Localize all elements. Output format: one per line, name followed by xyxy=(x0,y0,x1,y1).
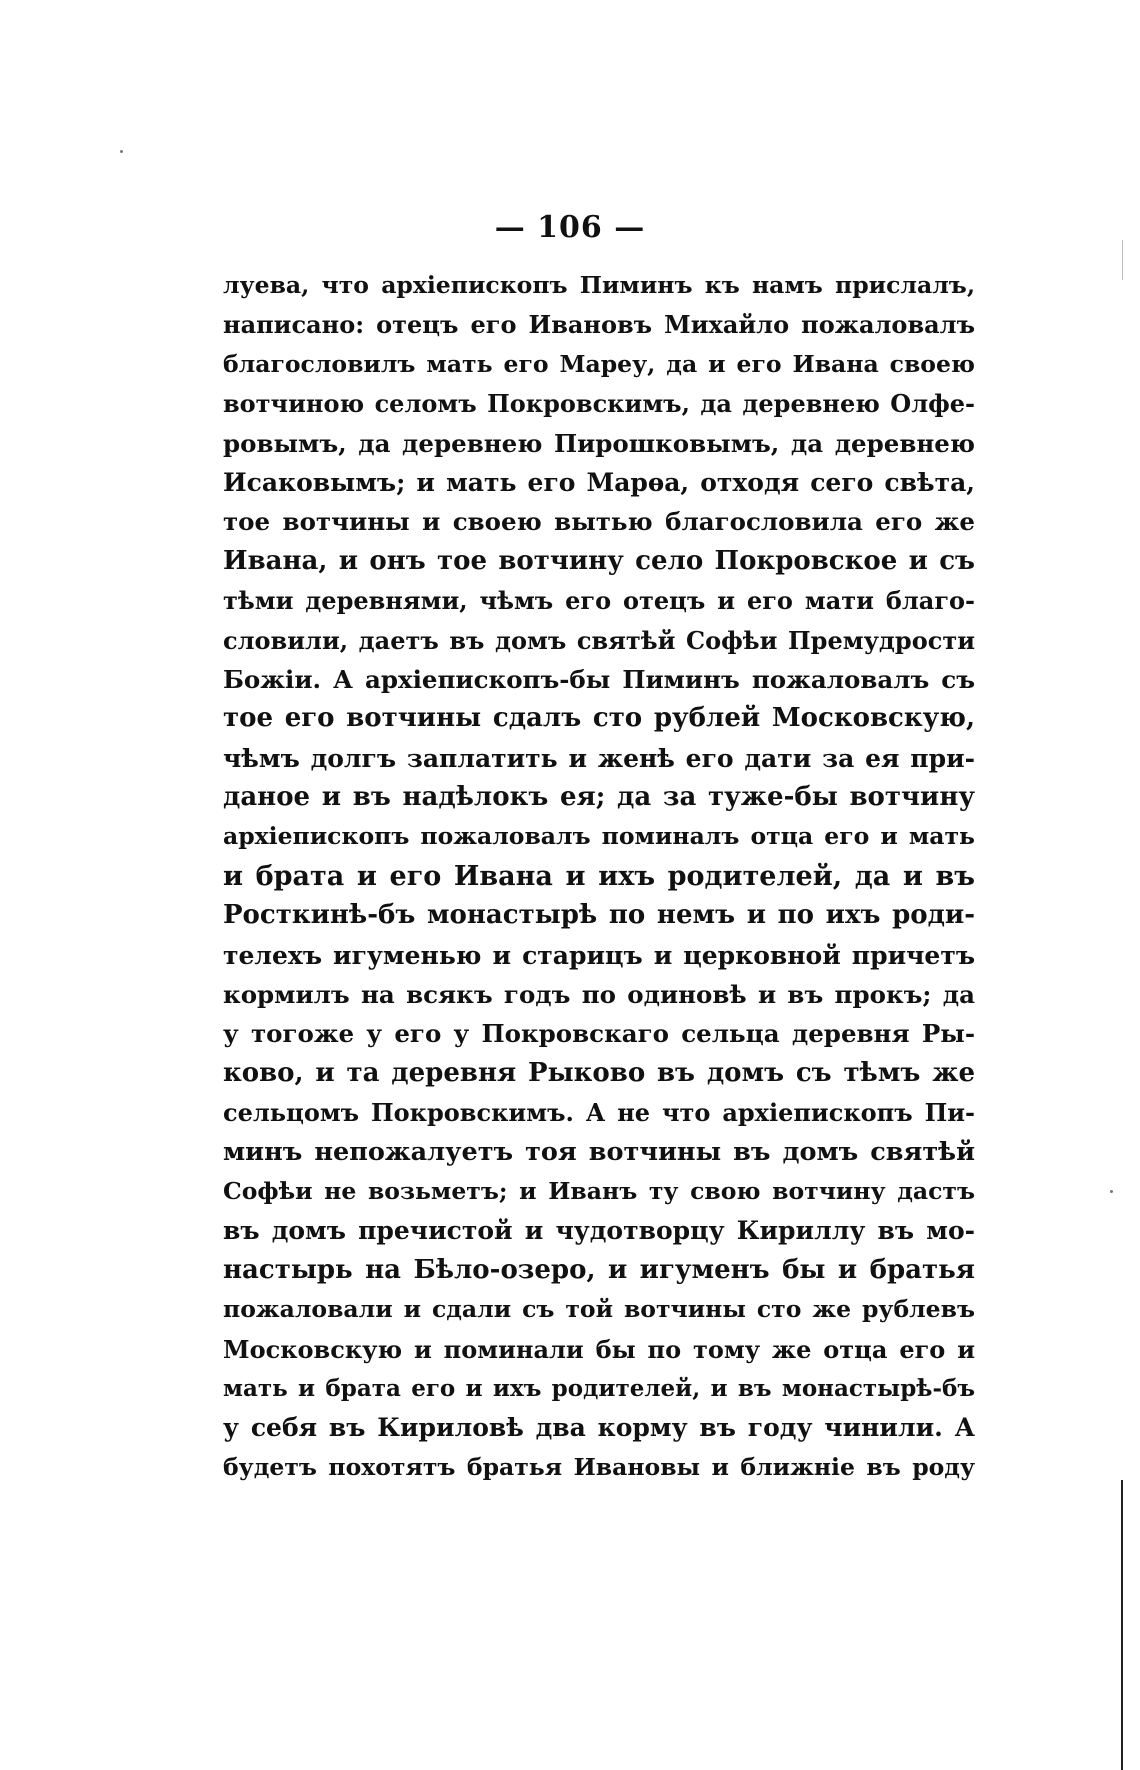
text-line: луева, что архіепископъ Пиминъ къ намъ прислалъ, xyxy=(223,271,975,299)
text-line: Ивана, и онъ тое вотчину село Покровское и съ xyxy=(223,545,975,576)
text-line: тое его вотчины сдалъ сто рублей Московскую, xyxy=(223,703,975,734)
scan-speck xyxy=(1110,1190,1113,1193)
text-line: Исаковымъ; и мать его Марѳа, отходя сего свѣта, xyxy=(223,467,975,497)
text-line: пожаловали и сдали съ той вотчины сто же рублевъ xyxy=(223,1295,975,1324)
text-line: и брата и его Ивана и ихъ родителей, да и въ xyxy=(223,860,975,892)
text-line: Росткинѣ-бъ монастырѣ по немъ и по ихъ роди- xyxy=(223,900,975,931)
text-line: минъ непожалуетъ тоя вотчины въ домъ святѣй xyxy=(223,1136,975,1167)
text-line: настырь на Бѣло-озеро, и игуменъ бы и братья xyxy=(223,1254,975,1285)
text-line: сельцомъ Покровскимъ. А не что архіепископъ Пи- xyxy=(223,1098,975,1128)
text-line: чѣмъ долгъ заплатить и женѣ его дати за ея при- xyxy=(223,743,975,773)
text-line: ково, и та деревня Рыково въ домъ съ тѣмъ же xyxy=(223,1057,975,1088)
text-line: будетъ похотятъ братья Ивановы и ближніе въ роду xyxy=(223,1452,975,1481)
text-line: у себя въ Кириловѣ два корму въ году чинили. А xyxy=(223,1413,975,1443)
text-line: архіепископъ пожаловалъ поминалъ отца его и мать xyxy=(223,822,975,851)
text-line: даное и въ надѣлокъ ея; да за туже-бы вотчину xyxy=(223,782,975,813)
text-line: написано: отецъ его Ивановъ Михайло пожаловалъ xyxy=(223,310,975,340)
text-line: Московскую и поминали бы по тому же отца его и xyxy=(223,1334,975,1364)
text-line: тое вотчины и своею вытью благословила его же xyxy=(223,507,975,537)
text-line: у тогоже у его у Покровскаго сельца деревня Ры- xyxy=(223,1019,975,1049)
body-text xyxy=(223,266,975,1487)
scan-edge-line xyxy=(1121,1480,1123,1770)
scan-edge-mark xyxy=(1122,240,1123,280)
text-line: въ домъ пречистой и чудотворцу Кириллу въ мо- xyxy=(223,1216,975,1246)
text-line: Божіи. А архіепископъ-бы Пиминъ пожаловалъ съ xyxy=(223,664,975,694)
text-line: вотчиною селомъ Покровскимъ, да деревнею Олфе- xyxy=(223,389,975,419)
text-line: мать и брата его и ихъ родителей, и въ монастырѣ-бъ xyxy=(223,1374,975,1402)
text-line: кормилъ на всякъ годъ по одиновѣ и въ прокъ; да xyxy=(223,980,975,1010)
scan-speck xyxy=(120,150,123,153)
text-line: телехъ игуменью и старицъ и церковной причетъ xyxy=(223,940,975,970)
text-line: ровымъ, да деревнею Пирошковымъ, да деревнею xyxy=(223,428,975,458)
text-line: Софѣи не возьметъ; и Иванъ ту свою вотчину дастъ xyxy=(223,1176,975,1205)
text-line: тѣми деревнями, чѣмъ его отецъ и его мати благо- xyxy=(223,586,975,616)
page-number: — 106 — xyxy=(494,210,646,245)
text-line: словили, даетъ въ домъ святѣй Софѣи Премудрости xyxy=(223,625,975,655)
text-line: благословилъ мать его Мареу, да и его Ивана своею xyxy=(223,349,975,378)
